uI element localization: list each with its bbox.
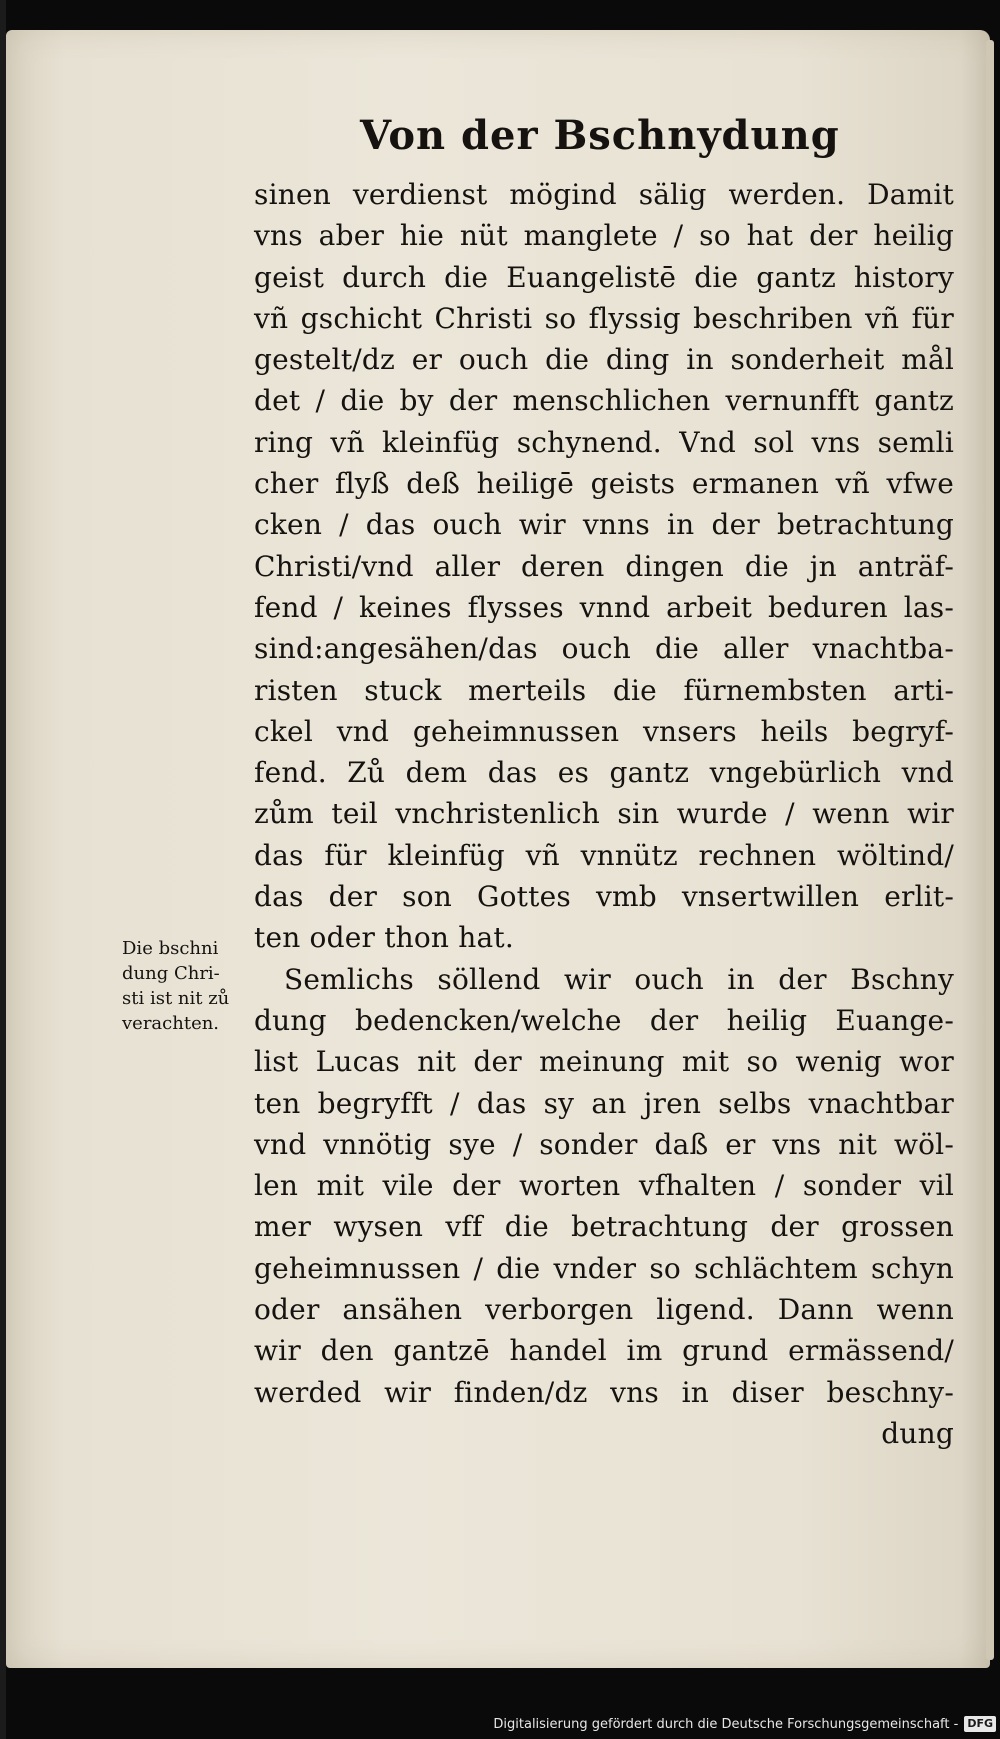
margin-note-line: sti ist nit zů [122,988,230,1009]
margin-note-line: verachten. [122,1013,220,1034]
text-line: geist durch die Euangelistē die gantz history [254,260,954,294]
text-line: cher flyß deß heiligē geists ermanen vñ vfwe [254,467,954,501]
text-line: fend. Zů dem das es gantz vngebürlich vnd [254,756,954,790]
dfg-logo: DFG [964,1716,996,1732]
text-line: werded wir finden/dz vns in diser beschny- [254,1375,954,1409]
text-line: vns aber hie nüt manglete / so hat der heilig [254,219,954,253]
text-line: Semlichs söllend wir ouch in der Bschny [284,962,954,996]
text-line: fend / keines flysses vnnd arbeit beduren las- [254,590,954,624]
text-line: vñ gschicht Christi so flyssig beschriben vñ für [254,301,954,335]
text-line: ten begryfft / das sy an jren selbs vnachtbar [254,1086,954,1120]
text-line: geheimnussen / die vnder so schlächtem schyn [254,1251,954,1285]
text-line: gestelt/dz er ouch die ding in sonderheit mål [254,343,954,377]
body-text [254,174,954,1454]
digitization-footer [493,1713,996,1735]
text-line: das der son Gottes vmb vnsertwillen erlit- [254,880,954,914]
text-line: sinen verdienst mögind sälig werden. Damit [254,178,954,211]
page-right-edge [986,40,994,1660]
running-head: Von der Bschnydung [360,112,840,159]
margin-note-line: Die bschni [122,938,219,959]
text-line: ckel vnd geheimnussen vnsers heils begryf- [254,714,954,748]
text-line: zům teil vnchristenlich sin wurde / wenn wir [254,797,954,831]
text-line: list Lucas nit der meinung mit so wenig wor [254,1045,954,1079]
text-line: dung [881,1416,954,1450]
text-line: Christi/vnd aller deren dingen die jn anträf- [254,549,954,583]
text-line: risten stuck merteils die fürnembsten arti- [254,673,954,707]
text-line: cken / das ouch wir vnns in der betrachtung [254,508,954,542]
text-line: oder ansähen verborgen ligend. Dann wenn [254,1293,954,1327]
text-line: ring vñ kleinfüg schynend. Vnd sol vns semli [254,425,954,459]
text-line: das für kleinfüg vñ vnnütz rechnen wöltind/ [254,838,954,872]
text-line: dung bedencken/welche der heilig Euange- [254,1003,954,1037]
margin-note-line: dung Chri- [122,963,220,984]
margin-note [122,936,262,1036]
text-line: sind:angesähen/das ouch die aller vnachtba- [254,632,954,666]
text-line: len mit vile der worten vfhalten / sonder vil [254,1169,954,1203]
text-line: ten oder thon hat. [254,921,514,955]
footer-credit: Digitalisierung gefördert durch die Deutsche Forschungsgemeinschaft - [493,1716,959,1732]
text-line: mer wysen vff die betrachtung der grossen [254,1210,954,1244]
text-line: wir den gantzē handel im grund ermässend/ [254,1334,954,1368]
text-line: vnd vnnötig sye / sonder daß er vns nit wöl- [254,1127,954,1161]
text-line: det / die by der menschlichen vernunfft gantz [254,384,954,418]
